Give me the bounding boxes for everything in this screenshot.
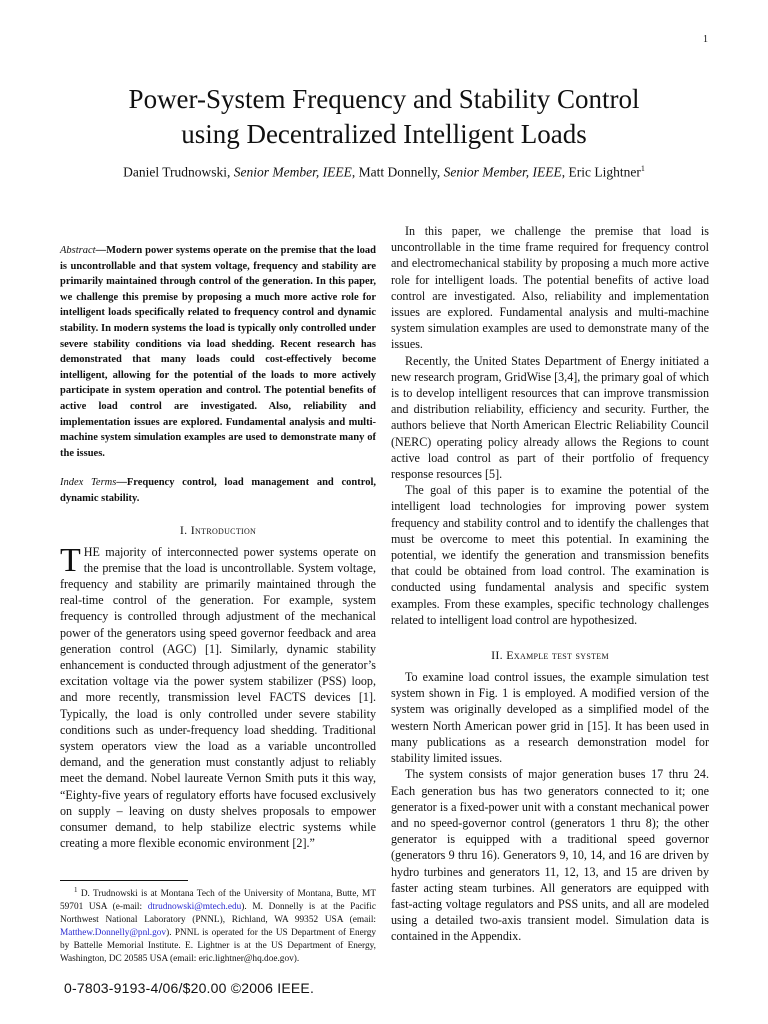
footnote-text-1: D. Trudnowski is at Montana Tech of the University of Montana, Butte, MT 59701 USA (e-mail: [60,889,376,913]
author-1-role: Senior Member, IEEE [233,164,352,180]
copyright-notice: 0-7803-9193-4/06/$20.00 ©2006 IEEE. [64,980,315,996]
footnote-email-link-2[interactable]: Matthew.Donnelly@pnl.gov [60,928,167,939]
drop-cap: T [60,541,81,579]
body-paragraph: The goal of this paper is to examine the potential of the intelligent load technologies for improving power system frequency and stability control and to identify the challenges that must be overcome to meet this potential. In examining the potential, we identify the generation and transmission benefits that could be obtained from load control. The examination is conducted using fundamental analysis and specific system examples. From these examples, specific technology challenges related to intelligent load control are hypothesized. [391,483,709,627]
body-paragraph: Recently, the United States Department of Energy initiated a new research program, GridWise [3,4], the primary goal of which is to develop intelligent resources that can improve transmission and distribution reliability, efficiency and security. Further, the authors believe that North American Electric Reliability Council (NERC) operating policy already allows the Regions to count active load control as part of their portfolio of frequency response resources [5]. [391,353,709,482]
paper-title [0,82,768,152]
footnote-email-link-1[interactable]: dtrudnowski@mtech.edu [147,902,242,913]
introduction-text: HE majority of interconnected power systems operate on the premise that the load is uncontrollable. System voltage, frequency and stability are primarily maintained through the real-time control of the generation. For example, system frequency is controlled through adjustment of the mechanical power of the generators using speed governor feedback and area generation control (AGC) [1]. Similarly, dynamic stability enhancement is conducted through adjustment of the generator’s excitation voltage via the power system stabilizer (PSS) loop, and more recently, transmission level FACTS devices [1]. Typically, the load is only controlled under severe stability conditions such as under-frequency load shedding. Traditional system operators view the load as a variable uncontrolled demand, and the generation must constantly adjust to reliably meet the demand. Nobel laureate Vernon Smith puts it this way, “Eighty-five years of regulatory efforts have focused exclusively on supply – leaving on dusty shelves proposals to empower consumer demand, to help stabilize electric systems while creating a more flexible economic environment [2].” [60,544,376,851]
footnote-text-2: ). M. Donnelly is at the Pacific Northwest National Laboratory (PNNL), Richland, WA 99352 USA (email: [60,902,376,926]
body-paragraph: To examine load control issues, the example simulation test system shown in Fig. 1 is employed. A modified version of the system was originally developed as a simplified model of the western North American power grid in [15]. It has been used in many publications as a research demonstration model for stability limited issues. [391,670,709,766]
body-paragraph: The system consists of major generation buses 17 thru 24. Each generation bus has two generators connected to it; one generator is a fixed-power unit with a constant mechanical power and no speed-governor control (generators 1 thru 8); the other generator is equipped with a traditional speed governor (generators 9 thru 16). Generators 9, 10, 14, and 16 are driven by hydro turbines and generators 11, 12, 13, and 15 are driven by faster acting steam turbines. All generators are equipped with fast-acting voltage regulators and PSS units, and all are modeled using a detailed two-axis transient model. Simulation data is contained in the Appendix. [391,767,709,944]
author-1-name: Daniel Trudnowski, [123,164,231,180]
abstract-text: —Modern power systems operate on the premise that the load is uncontrollable and that system voltage, frequency and stability are primarily maintained through control of the generation. In this paper, we challenge this premise by proposing a much more active role for intelligent loads specifically related to frequency control and dynamic stability. In modern systems the load is typically only controlled under severe stability conditions via load shedding. Recent research has demonstrated that many loads could cost-effectively become intelligent, allowing for the potential of the loads to more actively participate in system operation and control. The potential benefits of active load control are investigated. Also, reliability and implementation issues are explored. Fundamental analysis and multi-machine system simulation examples are used to demonstrate many of the issues. [60,245,376,459]
introduction-paragraph [60,541,376,852]
index-terms [60,475,376,506]
footnote-text-3: ). PNNL is operated for the US Department of Energy by Battelle Memorial Institute. E. Lightner is at the US Department of Energy, Washington, DC 20585 USA (email: eric.lightner@hq.doe.gov). [60,928,376,965]
author-footnote-mark: 1 [640,164,645,173]
left-column [60,243,376,851]
index-terms-label: Index Terms [60,477,117,489]
author-2-role: Senior Member, IEEE [443,164,562,180]
footnote [60,884,376,966]
abstract [60,243,376,461]
author-3-name: , Eric Lightner [561,164,641,180]
right-column [391,223,709,945]
title-line-1: Power-System Frequency and Stability Control [128,84,640,114]
title-line-2: using Decentralized Intelligent Loads [181,119,587,149]
footnote-mark: 1 [74,886,78,894]
section-heading-test-system: II. Example test system [491,648,609,663]
footnote-divider [60,880,188,881]
section-heading-introduction: I. Introduction [179,522,257,537]
author-list [0,164,768,181]
page-number: 1 [703,34,708,45]
body-paragraph: In this paper, we challenge the premise that load is uncontrollable in the time frame required for frequency control and electromechanical stability by proposing a much more active role for intelligent loads. The potential benefits of active load control are investigated. Also, reliability and implementation issues are explored. Fundamental analysis and multi-machine system simulation examples are used to demonstrate many of the issues. [391,224,709,352]
abstract-label: Abstract [60,245,96,256]
author-2-name: , Matt Donnelly, [351,164,441,180]
index-terms-text: —Frequency control, load management and control, dynamic stability. [60,477,376,504]
